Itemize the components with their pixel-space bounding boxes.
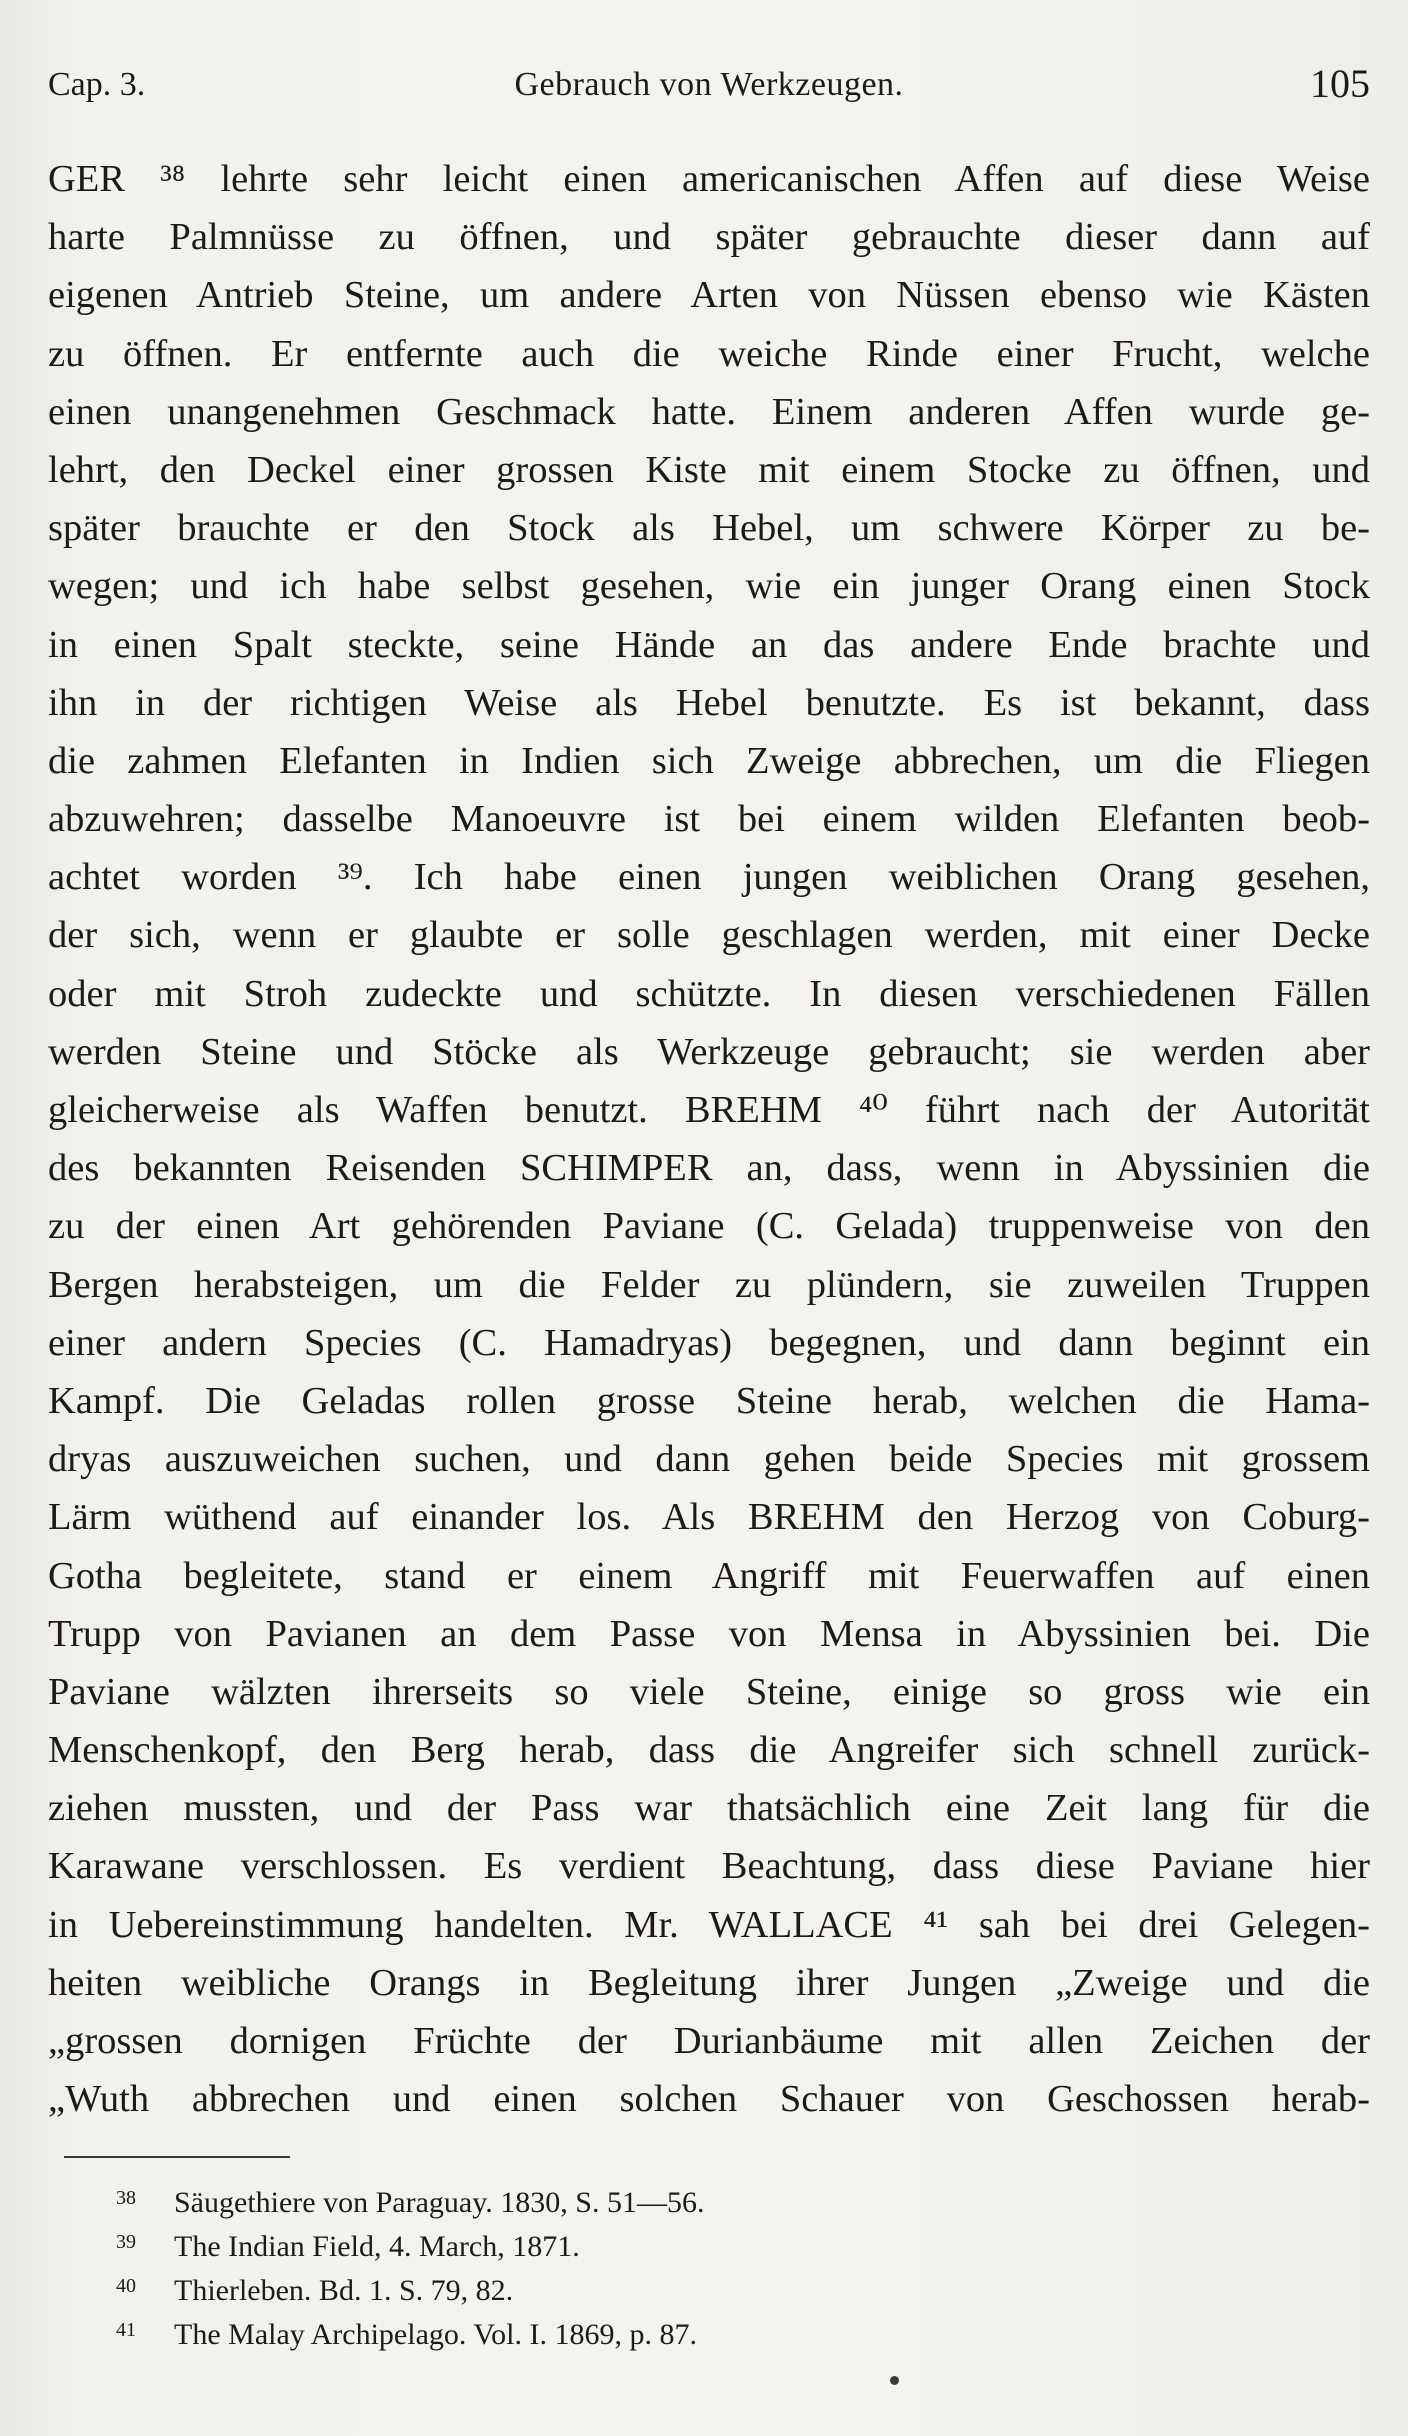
text-line: in Uebereinstimmung handelten. Mr. WALLACE ⁴¹ sah bei drei Gelegen-	[48, 1903, 1370, 1946]
footnote-text: Säugethiere von Paraguay. 1830, S. 51—56.	[174, 2186, 705, 2219]
page-number: 105	[1310, 61, 1370, 106]
text-line: zu öffnen. Er entfernte auch die weiche Rinde einer Frucht, welche	[48, 332, 1370, 375]
chapter-label: Cap. 3.	[48, 66, 146, 103]
text-line: ihn in der richtigen Weise als Hebel benutzte. Es ist bekannt, dass	[48, 681, 1370, 724]
footnote-text: Thierleben. Bd. 1. S. 79, 82.	[174, 2274, 514, 2307]
text-line: die zahmen Elefanten in Indien sich Zweige abbrechen, um die Fliegen	[48, 739, 1370, 782]
footnote-number: 39	[116, 2231, 136, 2253]
text-line: Menschenkopf, den Berg herab, dass die Angreifer sich schnell zurück-	[48, 1729, 1370, 1772]
running-header	[48, 60, 1370, 120]
footnote-divider	[64, 2156, 290, 2158]
running-title: Gebrauch von Werkzeugen.	[514, 66, 904, 103]
printer-mark	[890, 2376, 899, 2385]
text-line: zu der einen Art gehörenden Paviane (C. Gelada) truppenweise von den	[48, 1205, 1370, 1248]
text-line: lehrt, den Deckel einer grossen Kiste mit einem Stocke zu öffnen, und	[48, 448, 1370, 491]
text-line: werden Steine und Stöcke als Werkzeuge gebraucht; sie werden aber	[48, 1030, 1370, 1073]
footnote-number: 40	[116, 2275, 136, 2297]
text-line: wegen; und ich habe selbst gesehen, wie ein junger Orang einen Stock	[48, 565, 1370, 608]
text-line: später brauchte er den Stock als Hebel, um schwere Körper zu be-	[48, 507, 1370, 550]
text-line: GER ³⁸ lehrte sehr leicht einen americanischen Affen auf diese Weise	[48, 158, 1370, 200]
text-line: ziehen mussten, und der Pass war thatsächlich eine Zeit lang für die	[48, 1787, 1370, 1830]
text-line: dryas auszuweichen suchen, und dann gehen beide Species mit grossem	[48, 1438, 1370, 1481]
footnotes	[116, 2176, 1116, 2352]
text-line: heiten weibliche Orangs in Begleitung ihrer Jungen „Zweige und die	[48, 1961, 1370, 2004]
text-line: einer andern Species (C. Hamadryas) begegnen, und dann beginnt ein	[48, 1321, 1370, 1364]
footnote-text: The Indian Field, 4. March, 1871.	[174, 2230, 580, 2263]
text-line: Karawane verschlossen. Es verdient Beachtung, dass diese Paviane hier	[48, 1845, 1370, 1888]
text-line: Lärm wüthend auf einander los. Als BREHM den Herzog von Coburg-	[48, 1496, 1370, 1539]
text-line: Gotha begleitete, stand er einem Angriff mit Feuerwaffen auf einen	[48, 1554, 1370, 1597]
text-line: der sich, wenn er glaubte er solle geschlagen werden, mit einer Decke	[48, 914, 1370, 957]
text-line: harte Palmnüsse zu öffnen, und später gebrauchte dieser dann auf	[48, 216, 1370, 259]
footnote	[116, 2308, 1116, 2352]
text-line: einen unangenehmen Geschmack hatte. Einem anderen Affen wurde ge-	[48, 390, 1370, 433]
text-line: gleicherweise als Waffen benutzt. BREHM ⁴⁰ führt nach der Autorität	[48, 1089, 1370, 1131]
footnote	[116, 2176, 1116, 2220]
footnote-number: 38	[116, 2187, 136, 2209]
text-line: „Wuth abbrechen und einen solchen Schauer von Geschossen herab-	[48, 2078, 1370, 2121]
footnote-number: 41	[116, 2319, 136, 2341]
text-line: achtet worden ³⁹. Ich habe einen jungen weiblichen Orang gesehen,	[48, 856, 1370, 899]
text-line: Bergen herabsteigen, um die Felder zu plündern, sie zuweilen Truppen	[48, 1263, 1370, 1306]
footnote-text: The Malay Archipelago. Vol. I. 1869, p. 87.	[174, 2318, 697, 2351]
text-line: in einen Spalt steckte, seine Hände an das andere Ende brachte und	[48, 623, 1370, 666]
text-line: des bekannten Reisenden SCHIMPER an, dass, wenn in Abyssinien die	[48, 1147, 1370, 1190]
text-line: „grossen dornigen Früchte der Durianbäume mit allen Zeichen der	[48, 2020, 1370, 2062]
body-text	[48, 150, 1370, 2128]
text-line: Kampf. Die Geladas rollen grosse Steine herab, welchen die Hama-	[48, 1379, 1370, 1422]
footnote	[116, 2220, 1116, 2264]
text-line: oder mit Stroh zudeckte und schützte. In diesen verschiedenen Fällen	[48, 972, 1370, 1015]
text-line: Paviane wälzten ihrerseits so viele Steine, einige so gross wie ein	[48, 1670, 1370, 1713]
text-line: eigenen Antrieb Steine, um andere Arten von Nüssen ebenso wie Kästen	[48, 274, 1370, 317]
footnote	[116, 2264, 1116, 2308]
text-line: abzuwehren; dasselbe Manoeuvre ist bei einem wilden Elefanten beob-	[48, 798, 1370, 841]
text-line: Trupp von Pavianen an dem Passe von Mensa in Abyssinien bei. Die	[48, 1612, 1370, 1655]
